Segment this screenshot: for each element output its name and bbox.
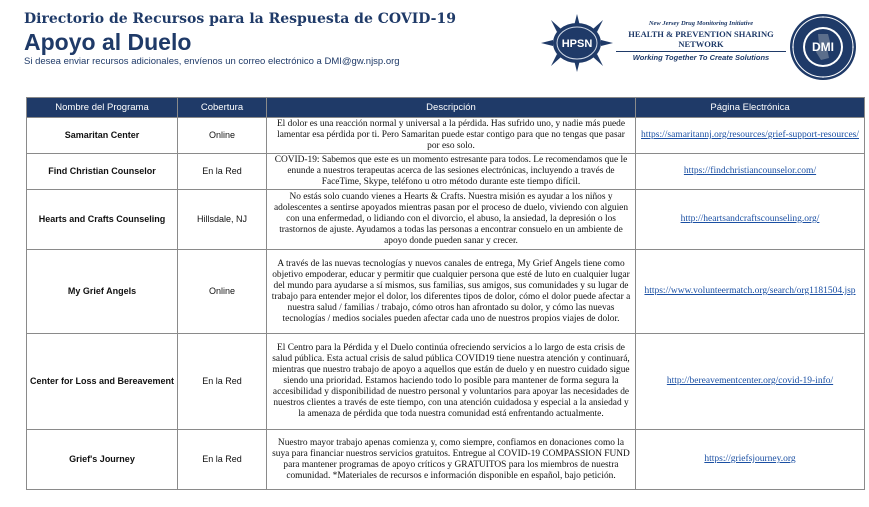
coverage: Online — [178, 250, 267, 334]
table-row — [27, 154, 865, 190]
dmi-logo-text: DMI — [812, 40, 834, 54]
hpsn-logo-text: HPSN — [561, 38, 593, 50]
coverage: Online — [178, 118, 267, 154]
program-name: My Grief Angels — [27, 250, 178, 334]
coverage: En la Red — [178, 154, 267, 190]
table-row — [27, 430, 865, 490]
website-link[interactable]: https://www.volunteermatch.org/search/org1181504.jsp — [644, 286, 856, 296]
hpsn-logo — [539, 12, 615, 74]
col-header-program: Nombre del Programa — [27, 98, 178, 118]
website-link[interactable]: https://findchristiancounselor.com/ — [683, 166, 817, 176]
description: El dolor es una reacción normal y universal a la pérdida. Has sufrido uno, y nadie más puede lamentar esa pérdida por ti. Pero Samaritan puede estar contigo para que no tengas que pasar por eso solo. — [267, 118, 636, 154]
description: COVID-19: Sabemos que este es un momento estresante para todos. Le recomendamos que le enunde a nuestros terapeutas acerca de las sesiones electrónicas, incluyendo a través de FaceTime, Skype, teléfono u otro método durante este tiempo difícil. — [267, 154, 636, 190]
description: No estás solo cuando vienes a Hearts & Crafts. Nuestra misión es ayudar a los niños y adolescentes a sentirse apoyados mientras pasan por el proceso de duelo, viviendo con alguien con una enfermedad, o lidiando con el divorcio, el abuso, la ansiedad, la depresión o los trastornos de ajuste. Ayudamos a todas las personas a encontrar consuelo en un ambiente de apoyo donde pueden sanar y crecer. — [267, 190, 636, 250]
org-tagline: Working Together To Create Solutions — [616, 51, 786, 62]
org-top-line: New Jersey Drug Monitoring Initiative — [648, 20, 754, 27]
resources-table — [26, 97, 865, 490]
website-link[interactable]: http://bereavementcenter.org/covid-19-info/ — [666, 376, 834, 386]
website-link[interactable]: https://samaritannj.org/resources/grief-support-resources/ — [641, 130, 859, 140]
page-header — [24, 10, 544, 68]
dmi-seal-logo — [788, 12, 858, 82]
submission-note: Si desea enviar recursos adicionales, envíenos un correo electrónico a DMI@gw.njsp.org — [24, 56, 400, 67]
page-title: Apoyo al Duelo — [24, 29, 192, 55]
website-link[interactable]: http://heartsandcraftscounseling.org/ — [680, 214, 820, 224]
program-name: Samaritan Center — [27, 118, 178, 154]
coverage: En la Red — [178, 334, 267, 430]
table-row — [27, 250, 865, 334]
table-row — [27, 118, 865, 154]
coverage: Hillsdale, NJ — [178, 190, 267, 250]
hpsn-org-block — [616, 20, 786, 62]
col-header-coverage: Cobertura — [178, 98, 267, 118]
program-name: Grief's Journey — [27, 430, 178, 490]
table-header-row — [27, 98, 865, 118]
description: Nuestro mayor trabajo apenas comienza y, como siempre, confiamos en donaciones como la suya para financiar nuestros servicios gratuitos. Entregue al COVID-19 COMPASSION FUND para mantener programas de apoyo críticos y GRATUITOS para los miembros de nuestra comunidad. *Materiales de recursos e información disponible en español, bajo petición. — [267, 430, 636, 490]
table-row — [27, 334, 865, 430]
col-header-website: Página Electrónica — [636, 98, 865, 118]
org-name: HEALTH & PREVENTION SHARING NETWORK — [628, 29, 774, 49]
program-name: Hearts and Crafts Counseling — [27, 190, 178, 250]
description: A través de las nuevas tecnologías y nuevos canales de entrega, My Grief Angels tiene como objetivo empoderar, educar y permitir que cualquier persona que esté de luto en cualquier lugar del mundo para ayudarse a sí mismos, sus familias, sus amigos, sus comunidades y su lugar de trabajo para entender mejor el dolor, los diferentes tipos de dolor, cómo el dolor puede afectar a nuestra salud / familias / trabajo, cómo otros han afrontado su dolor, y cómo las nuevas tecnologías / medios sociales pueden afectar cada uno de nuestros propios viajes de dolor. — [267, 250, 636, 334]
program-name: Find Christian Counselor — [27, 154, 178, 190]
col-header-description: Descripción — [267, 98, 636, 118]
website-link[interactable]: https://griefsjourney.org — [704, 454, 796, 464]
directory-subtitle: Directorio de Recursos para la Respuesta de COVID-19 — [24, 11, 456, 27]
program-name: Center for Loss and Bereavement — [27, 334, 178, 430]
table-row — [27, 190, 865, 250]
coverage: En la Red — [178, 430, 267, 490]
description: El Centro para la Pérdida y el Duelo continúa ofreciendo servicios a lo largo de esta crisis de salud pública. Esta actual crisis de salud pública COVID19 tiene nuestra atención y continuará, mientras que nuestro trabajo de apoyo a aquellos que están de duelo y en nuestro cuidado sigue siendo una prioridad. Estamos haciendo todo lo posible para mantener de forma segura la accesibilidad y disponibilidad de nuestro personal y voluntarios para apoyar las necesidades de nuestros clientes a través de este tiempo, con una atención cuidadosa y especial a la ansiedad y la amenaza de pérdida que toda nuestra comunidad está enfrentando actualmente. — [267, 334, 636, 430]
